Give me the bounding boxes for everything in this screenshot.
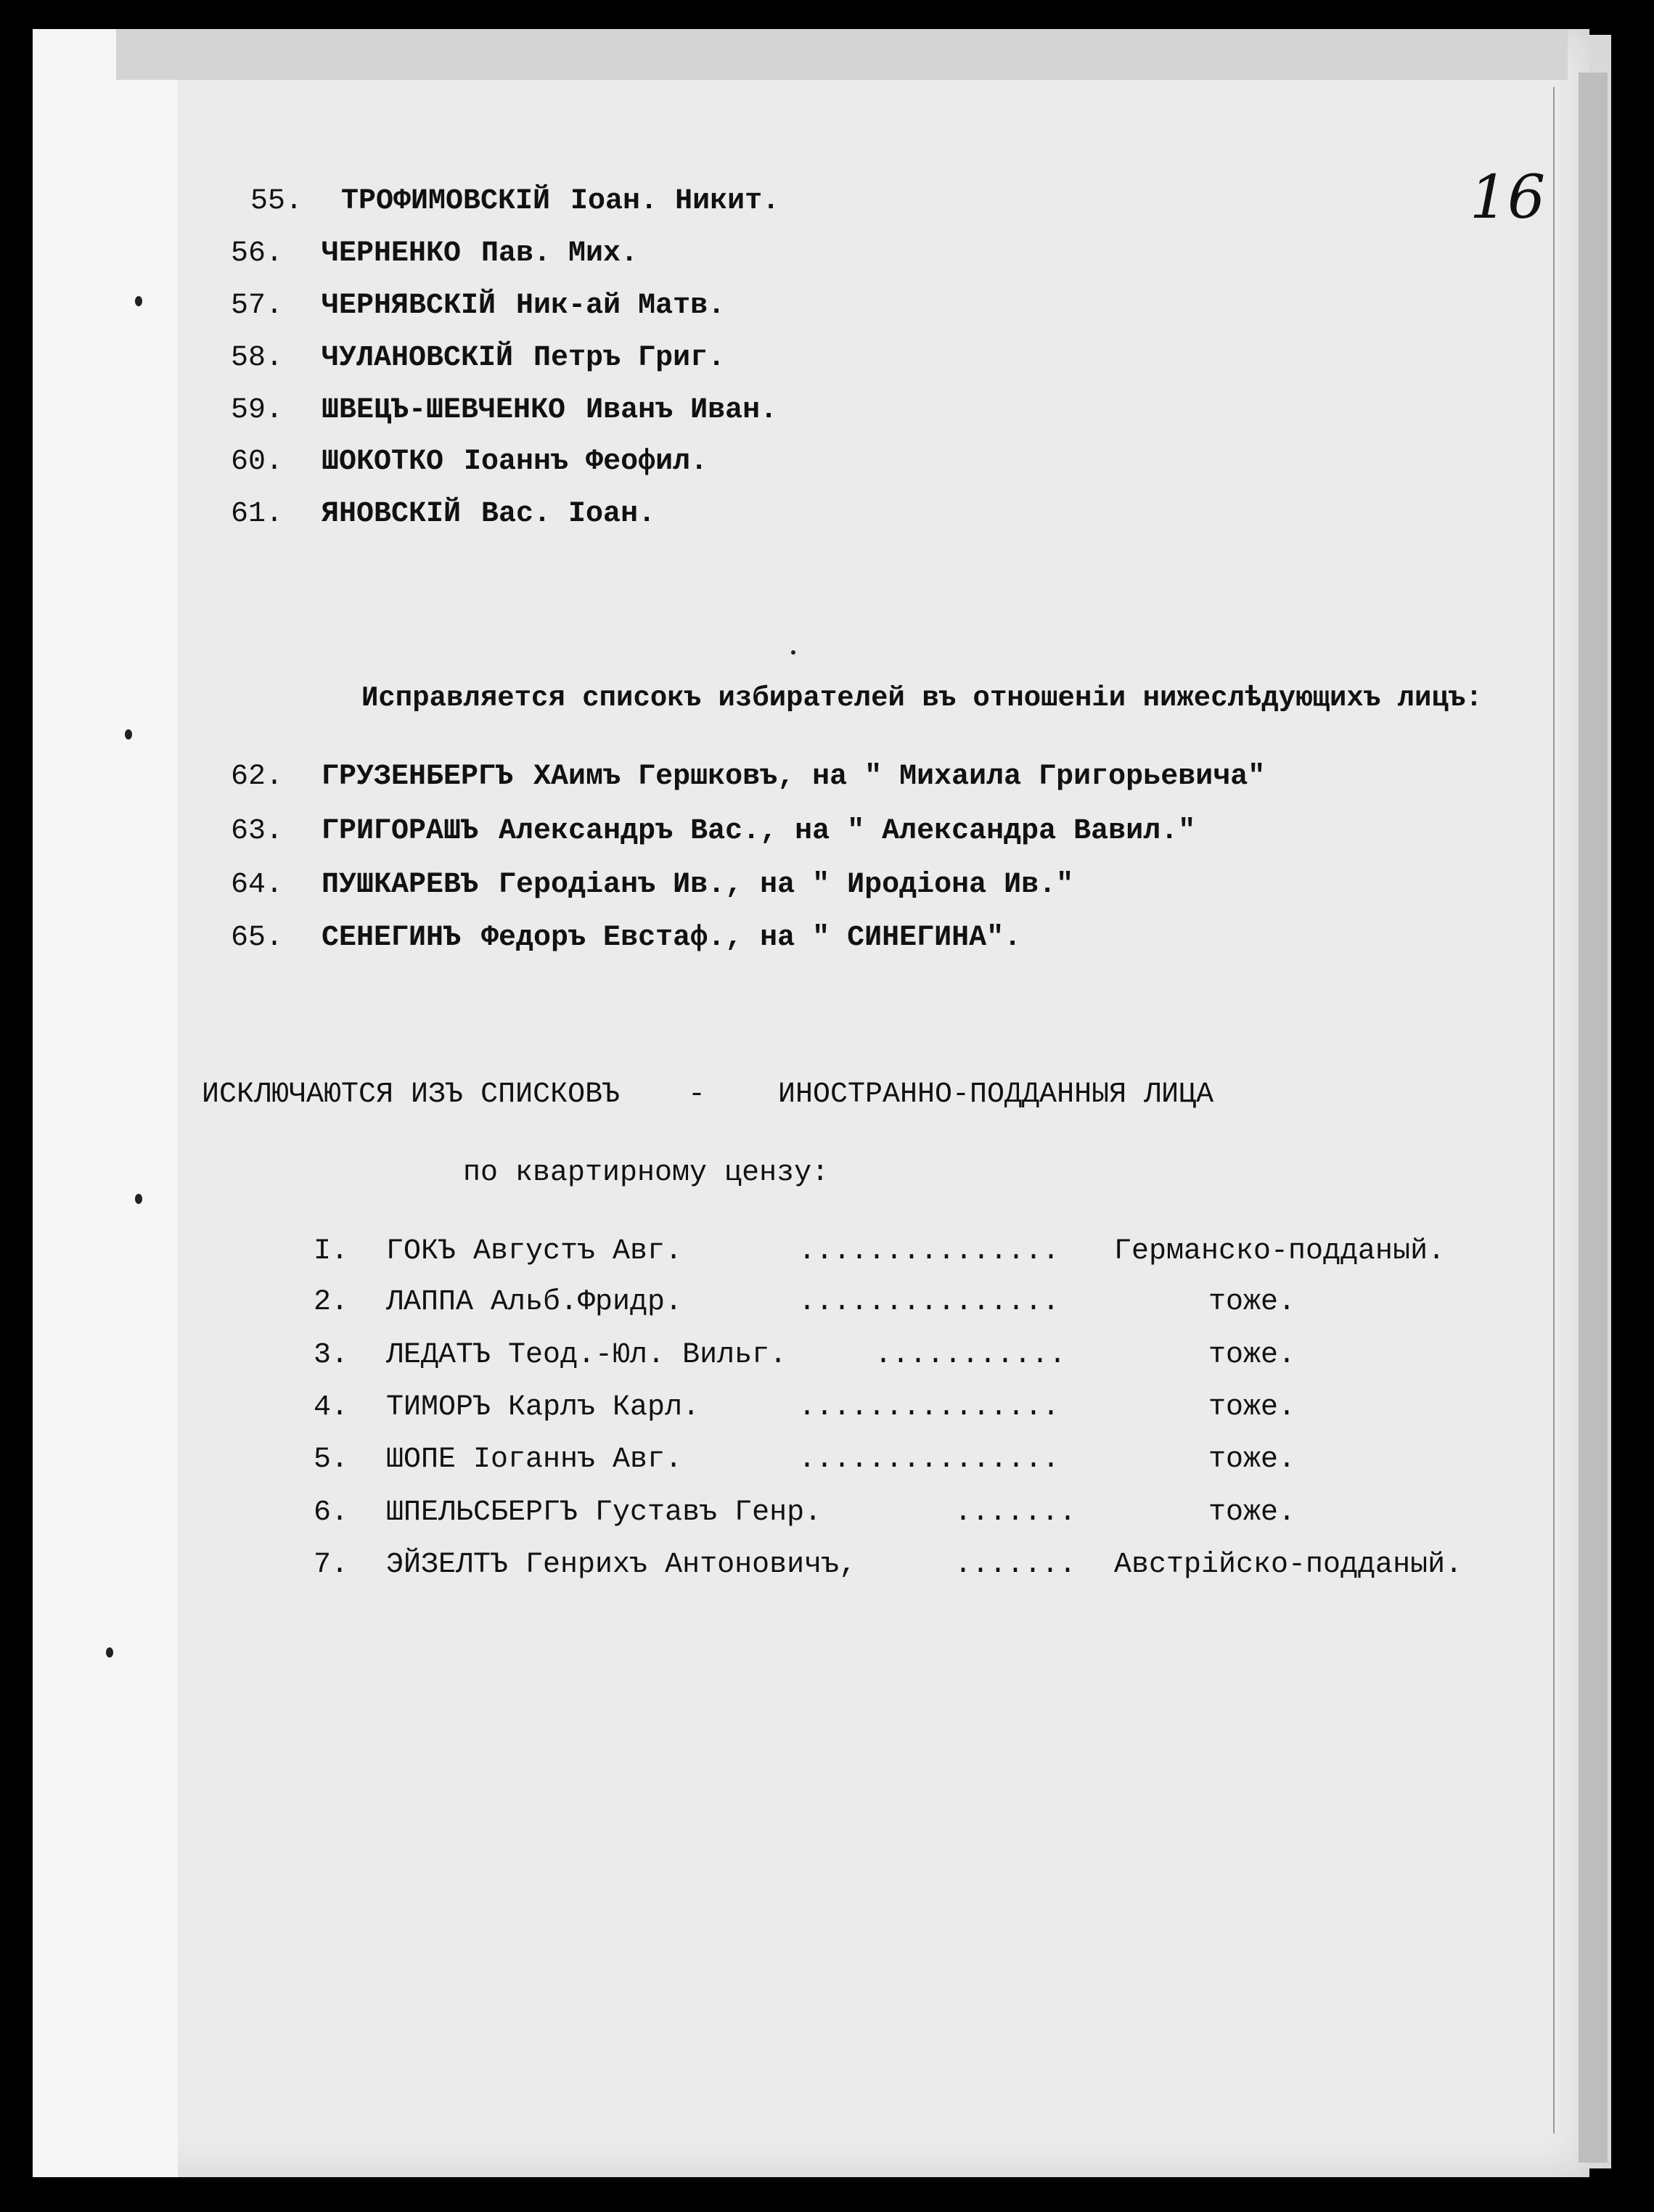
list-item — [231, 759, 1265, 795]
page-top-band — [116, 29, 1568, 80]
item-given-name: Петръ Григ. — [533, 342, 726, 374]
item-number: 60. — [231, 446, 284, 478]
item-number: 55. — [250, 185, 303, 218]
item-surname: ГРИГОРАШЪ — [322, 815, 479, 848]
item-surname: СЕНЕГИНЪ — [322, 922, 462, 954]
item-status: тоже. — [1208, 1443, 1296, 1476]
ink-speck — [125, 729, 132, 740]
item-given-name: Федоръ Евстаф., на " СИНЕГИНА". — [481, 922, 1022, 954]
item-number: 58. — [231, 342, 284, 374]
item-surname: ЧЕРНЯВСКIЙ — [322, 290, 496, 322]
exclusions-subheading: по квартирному цензу: — [463, 1157, 830, 1189]
list-item — [231, 236, 638, 272]
item-status: Австрiйско-подданый. — [1114, 1549, 1463, 1581]
item-name: ЛЕДАТЪ Теод.-Юл. Вильг. — [386, 1339, 787, 1372]
ink-speck — [791, 650, 795, 655]
item-leader-dots: ....... — [954, 1496, 1077, 1529]
item-status: тоже. — [1208, 1496, 1296, 1529]
item-given-name: ХАимъ Гершковъ, на " Михаила Григорьевича" — [533, 761, 1266, 793]
item-status: тоже. — [1208, 1286, 1296, 1319]
page-ruled-line — [1553, 87, 1555, 2134]
list-item — [231, 393, 777, 429]
item-leader-dots: ....... — [954, 1549, 1077, 1581]
list-item — [231, 496, 655, 533]
item-leader-dots: ............... — [798, 1391, 1060, 1424]
ink-speck — [135, 296, 142, 306]
item-surname: ШОКОТКО — [322, 446, 444, 478]
item-number: 63. — [231, 815, 284, 848]
item-leader-dots: ........... — [875, 1339, 1067, 1372]
item-leader-dots: ............... — [798, 1443, 1060, 1476]
item-surname: ТРОФИМОВСКIЙ — [341, 185, 551, 218]
item-number: 64. — [231, 869, 284, 901]
ink-speck — [135, 1194, 142, 1204]
list-item — [231, 867, 1073, 904]
item-given-name: Геродiанъ Ив., на " Иродiона Ив." — [499, 869, 1074, 901]
item-given-name: Вас. Iоан. — [481, 498, 656, 531]
item-number: 56. — [231, 237, 284, 270]
item-number: I. — [314, 1235, 349, 1268]
item-given-name: Иванъ Иван. — [586, 394, 778, 427]
list-item — [231, 288, 725, 324]
ink-speck — [106, 1647, 113, 1658]
page-right-edge — [1579, 73, 1608, 2163]
list-item — [231, 444, 708, 480]
item-number: 7. — [314, 1549, 349, 1581]
item-given-name: Александръ Вас., на " Александра Вавил." — [499, 815, 1196, 848]
item-name: ЛАППА Альб.Фридр. — [386, 1286, 683, 1319]
item-number: 5. — [314, 1443, 349, 1476]
page-number: 16 — [1470, 163, 1546, 232]
item-surname: ПУШКАРЕВЪ — [322, 869, 479, 901]
page-left-strip — [33, 29, 178, 2177]
item-given-name: Ник-ай Матв. — [516, 290, 726, 322]
list-item — [231, 920, 1021, 957]
item-given-name: Iоан. Никит. — [570, 185, 780, 218]
item-number: 6. — [314, 1496, 349, 1529]
item-name: ЭЙЗЕЛТЪ Генрихъ Антоновичъ, — [386, 1549, 857, 1581]
item-name: ШПЕЛЬСБЕРГЪ Густавъ Генр. — [386, 1496, 822, 1529]
item-leader-dots: ............... — [798, 1286, 1060, 1319]
item-number: 57. — [231, 290, 284, 322]
item-number: 4. — [314, 1391, 349, 1424]
item-number: 2. — [314, 1286, 349, 1319]
item-name: ГОКЪ Августъ Авг. — [386, 1235, 683, 1268]
item-number: 61. — [231, 498, 284, 531]
item-surname: ШВЕЦЪ-ШЕВЧЕНКО — [322, 394, 566, 427]
item-status: тоже. — [1208, 1339, 1296, 1372]
list-item — [250, 184, 779, 220]
exclusions-heading-left: ИСКЛЮЧАЮТСЯ ИЗЪ СПИСКОВЪ — [202, 1078, 621, 1111]
item-given-name: Пав. Мих. — [481, 237, 639, 270]
item-surname: ЧУЛАНОВСКIЙ — [322, 342, 514, 374]
item-surname: ГРУЗЕНБЕРГЪ — [322, 761, 514, 793]
exclusions-heading-dash: - — [688, 1078, 706, 1111]
item-number: 3. — [314, 1339, 349, 1372]
item-status: Германско-подданый. — [1114, 1235, 1446, 1268]
item-given-name: Iоаннъ Феофил. — [464, 446, 708, 478]
corrections-heading: Исправляется списокъ избирателей въ отношенiи нижеслѣдующихъ лицъ: — [361, 682, 1483, 714]
item-status: тоже. — [1208, 1391, 1296, 1424]
item-number: 62. — [231, 761, 284, 793]
item-surname: ЧЕРНЕНКО — [322, 237, 462, 270]
exclusions-heading-right: ИНОСТРАННО-ПОДДАННЫЯ ЛИЦА — [778, 1078, 1214, 1111]
list-item — [231, 814, 1195, 850]
item-leader-dots: ............... — [798, 1235, 1060, 1268]
item-name: ШОПЕ Iоганнъ Авг. — [386, 1443, 683, 1476]
item-number: 65. — [231, 922, 284, 954]
item-name: ТИМОРЪ Карлъ Карл. — [386, 1391, 700, 1424]
list-item — [231, 340, 725, 377]
item-number: 59. — [231, 394, 284, 427]
item-surname: ЯНОВСКIЙ — [322, 498, 462, 531]
